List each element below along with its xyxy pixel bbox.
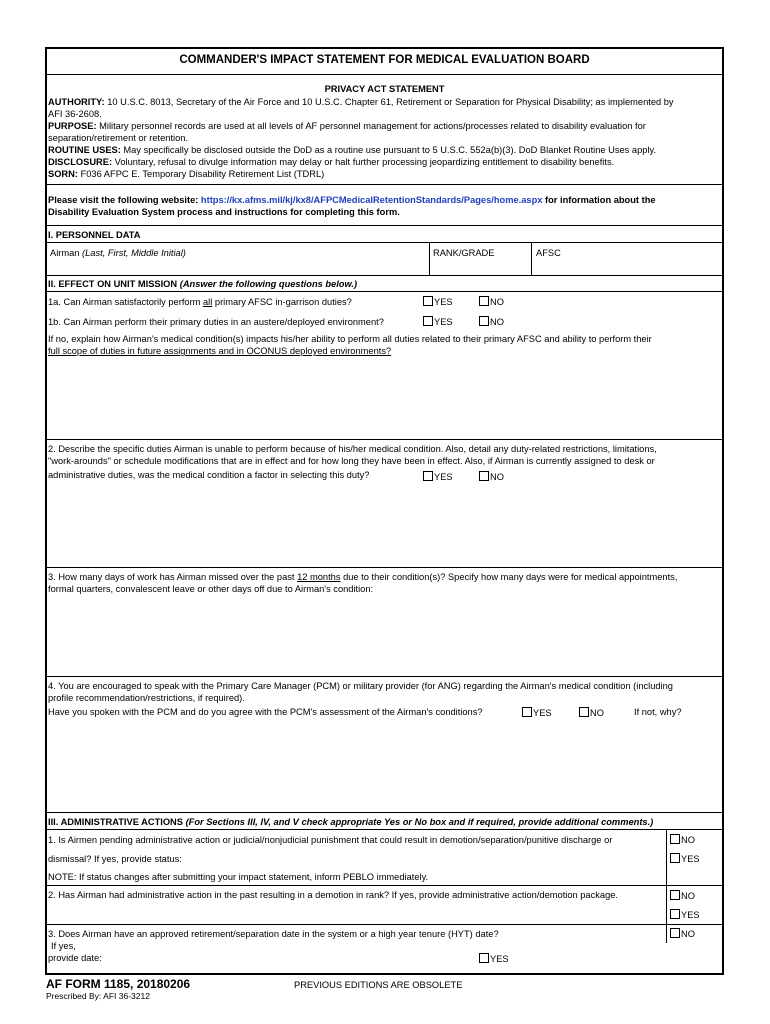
authority-text-2: AFI 36-2608. xyxy=(48,109,102,119)
divider xyxy=(45,812,724,813)
question-2-line-1: 2. Describe the specific duties Airman is unable to perform because of his/her medical condition. Also, detail any duty-related restrictions, limitations, xyxy=(48,444,657,454)
purpose-text-2: separation/retirement or retention. xyxy=(48,133,189,143)
admin-q1-no-option[interactable] xyxy=(670,834,695,846)
admin-question-3: 3. Does Airman have an approved retirement/separation date in the system or a high year tenure (HYT) date? xyxy=(48,929,499,939)
admin-q2-no-option[interactable] xyxy=(670,890,695,902)
afsc-field[interactable]: AFSC xyxy=(536,248,561,258)
question-2-answer-area[interactable] xyxy=(47,486,722,566)
q1b-no-option[interactable] xyxy=(479,316,504,328)
purpose-label: PURPOSE: xyxy=(48,121,97,131)
admin-question-2: 2. Has Airman had administrative action in the past resulting in a demotion in rank? If yes, provide administrative action/demotion package. xyxy=(48,890,618,900)
divider xyxy=(45,225,724,226)
admin-question-1-line-1: 1. Is Airmen pending administrative action or judicial/nonjudicial punishment that could result in demotion/separation/punitive discharge or xyxy=(48,835,613,845)
purpose-text: Military personnel records are used at all levels of AF personnel management for actions/processes related to disability evaluation for xyxy=(96,121,646,131)
divider xyxy=(45,924,724,925)
question-2-line-3: administrative duties, was the medical condition a factor in selecting this duty? xyxy=(48,470,370,480)
checkbox[interactable] xyxy=(479,296,489,306)
q1a-yes-option[interactable] xyxy=(423,296,453,308)
airman-label: Airman xyxy=(50,248,83,258)
checkbox[interactable] xyxy=(479,316,489,326)
yes-label: YES xyxy=(681,854,700,864)
website-prefix: Please visit the following website: xyxy=(48,195,201,205)
q2-yes-option[interactable] xyxy=(423,471,453,483)
question-4-line-2: profile recommendation/restrictions, if required). xyxy=(48,693,245,703)
obsolete-notice: PREVIOUS EDITIONS ARE OBSOLETE xyxy=(294,980,463,990)
yes-label: YES xyxy=(434,297,453,307)
airman-hint: (Last, First, Middle Initial) xyxy=(82,248,186,258)
sorn-label: SORN: xyxy=(48,169,78,179)
section-2-title: II. EFFECT ON UNIT MISSION xyxy=(48,279,180,289)
yes-label: YES xyxy=(533,708,552,718)
admin-q2-yes-option[interactable] xyxy=(670,909,700,921)
admin-q3-yes-option[interactable] xyxy=(479,953,509,965)
form-number: AF FORM 1185, 20180206 xyxy=(46,977,191,991)
divider xyxy=(45,567,724,568)
routine-text: May specifically be disclosed outside the DoD as a routine use pursuant to 5 U.S.C. 552a(b)(3). DoD Blanket Routine Uses apply. xyxy=(120,145,657,155)
sorn-text: F036 AFPC E. Temporary Disability Retirement List (TDRL) xyxy=(77,169,325,179)
divider xyxy=(45,275,724,276)
admin-q3-no-option[interactable] xyxy=(670,928,695,940)
question-1a xyxy=(48,296,352,308)
airman-name-field[interactable] xyxy=(50,247,186,259)
if-no-explain-1: If no, explain how Airman's medical condition(s) impacts his/her ability to perform all duties related to their primary AFSC and ability to perform their xyxy=(48,334,652,344)
divider xyxy=(45,74,724,75)
if-not-why-label: If not, why? xyxy=(634,707,682,717)
no-label: NO xyxy=(490,472,504,482)
authority-line xyxy=(48,96,674,108)
routine-line xyxy=(48,144,656,156)
no-label: NO xyxy=(590,708,604,718)
yes-label: YES xyxy=(681,910,700,920)
section-3-hint: (For Sections III, IV, and V check appropriate Yes or No box and if required, provide additional comments.) xyxy=(185,817,654,827)
section-3-title: III. ADMINISTRATIVE ACTIONS xyxy=(48,817,186,827)
q1a-no-option[interactable] xyxy=(479,296,504,308)
checkbox[interactable] xyxy=(670,853,680,863)
website-link[interactable]: https://kx.afms.mil/kj/kx8/AFPCMedicalRetentionStandards/Pages/home.aspx xyxy=(200,195,543,205)
q4-no-option[interactable] xyxy=(579,707,604,719)
admin-q1-yes-option[interactable] xyxy=(670,853,700,865)
website-line-2: Disability Evaluation System process and instructions for completing this form. xyxy=(48,207,400,217)
question-3-line-1 xyxy=(48,571,677,583)
checkbox[interactable] xyxy=(479,953,489,963)
checkbox[interactable] xyxy=(479,471,489,481)
disclosure-line xyxy=(48,156,614,168)
yes-label: YES xyxy=(434,472,453,482)
divider xyxy=(45,885,724,886)
question-4-answer-area[interactable] xyxy=(47,722,722,810)
prescribed-by: Prescribed By: AFI 36-3212 xyxy=(46,991,150,1001)
divider xyxy=(45,829,724,830)
divider xyxy=(45,439,724,440)
sorn-line xyxy=(48,168,324,180)
privacy-heading: PRIVACY ACT STATEMENT xyxy=(324,84,445,94)
website-line xyxy=(48,194,656,206)
checkbox[interactable] xyxy=(522,707,532,717)
checkbox[interactable] xyxy=(423,296,433,306)
divider xyxy=(666,829,667,943)
question-3-line-2: formal quarters, convalescent leave or other days off due to Airman's condition: xyxy=(48,584,374,594)
if-no-explain-2: full scope of duties in future assignments and in OCONUS deployed environments? xyxy=(48,346,392,356)
q2-no-option[interactable] xyxy=(479,471,504,483)
question-4-line-1: 4. You are encouraged to speak with the Primary Care Manager (PCM) or military provider (for ANG) regarding the Airman's medical condition (including xyxy=(48,681,673,691)
divider xyxy=(531,242,532,275)
q1b-yes-option[interactable] xyxy=(423,316,453,328)
question-3-months: 12 months xyxy=(297,572,341,582)
yes-label: YES xyxy=(490,954,509,964)
explain-answer-area[interactable] xyxy=(47,358,722,438)
divider xyxy=(45,184,724,185)
no-label: NO xyxy=(681,891,695,901)
admin-q3-provide-date: provide date: xyxy=(48,953,102,963)
checkbox[interactable] xyxy=(670,909,680,919)
checkbox[interactable] xyxy=(670,928,680,938)
question-3-text-end: due to their condition(s)? Specify how many days were for medical appointments, xyxy=(340,572,678,582)
checkbox[interactable] xyxy=(423,471,433,481)
no-label: NO xyxy=(681,835,695,845)
question-4-line-3: Have you spoken with the PCM and do you agree with the PCM's assessment of the Airman's conditions? xyxy=(48,707,483,717)
form-title: COMMANDER'S IMPACT STATEMENT FOR MEDICAL EVALUATION BOARD xyxy=(179,54,590,66)
checkbox[interactable] xyxy=(670,834,680,844)
q4-yes-option[interactable] xyxy=(522,707,552,719)
divider xyxy=(45,676,724,677)
section-3-heading xyxy=(48,816,653,828)
section-1-heading: I. PERSONNEL DATA xyxy=(48,230,141,240)
routine-label: ROUTINE USES: xyxy=(48,145,121,155)
yes-label: YES xyxy=(434,317,453,327)
disclosure-text: Voluntary, refusal to divulge information may delay or halt further processing jeopardizing entitlement to disability benefits. xyxy=(112,157,615,167)
checkbox[interactable] xyxy=(670,890,680,900)
authority-label: AUTHORITY: xyxy=(48,97,105,107)
question-3-text: 3. How many days of work has Airman missed over the past xyxy=(48,572,298,582)
admin-note: NOTE: If status changes after submitting your impact statement, inform PEBLO immediately. xyxy=(48,872,429,882)
rank-grade-field[interactable]: RANK/GRADE xyxy=(433,248,495,258)
question-1a-all: all xyxy=(203,297,213,307)
checkbox[interactable] xyxy=(579,707,589,717)
divider xyxy=(429,242,430,275)
purpose-line xyxy=(48,120,646,132)
divider xyxy=(45,242,724,243)
disclosure-label: DISCLOSURE: xyxy=(48,157,113,167)
question-1b: 1b. Can Airman perform their primary duties in an austere/deployed environment? xyxy=(48,317,384,327)
section-2-hint: (Answer the following questions below.) xyxy=(179,279,358,289)
question-3-answer-area[interactable] xyxy=(47,597,722,675)
no-label: NO xyxy=(681,929,695,939)
no-label: NO xyxy=(490,317,504,327)
question-2-line-2: "work-arounds" or schedule modifications that are in effect and for how long they have been in effect. Also, if Airman is currently assigned to desk or xyxy=(48,456,655,466)
website-suffix: for information about the xyxy=(542,195,656,205)
divider xyxy=(45,291,724,292)
admin-q3-if-yes: If yes, xyxy=(51,941,76,951)
question-1a-text: 1a. Can Airman satisfactorily perform xyxy=(48,297,204,307)
section-2-heading xyxy=(48,278,357,290)
checkbox[interactable] xyxy=(423,316,433,326)
admin-question-1-line-2: dismissal? If yes, provide status: xyxy=(48,854,182,864)
no-label: NO xyxy=(490,297,504,307)
question-1a-text-end: primary AFSC in-garrison duties? xyxy=(212,297,352,307)
authority-text: 10 U.S.C. 8013, Secretary of the Air Force and 10 U.S.C. Chapter 61, Retirement or Separation for Physical Disability; as implemented by xyxy=(104,97,674,107)
